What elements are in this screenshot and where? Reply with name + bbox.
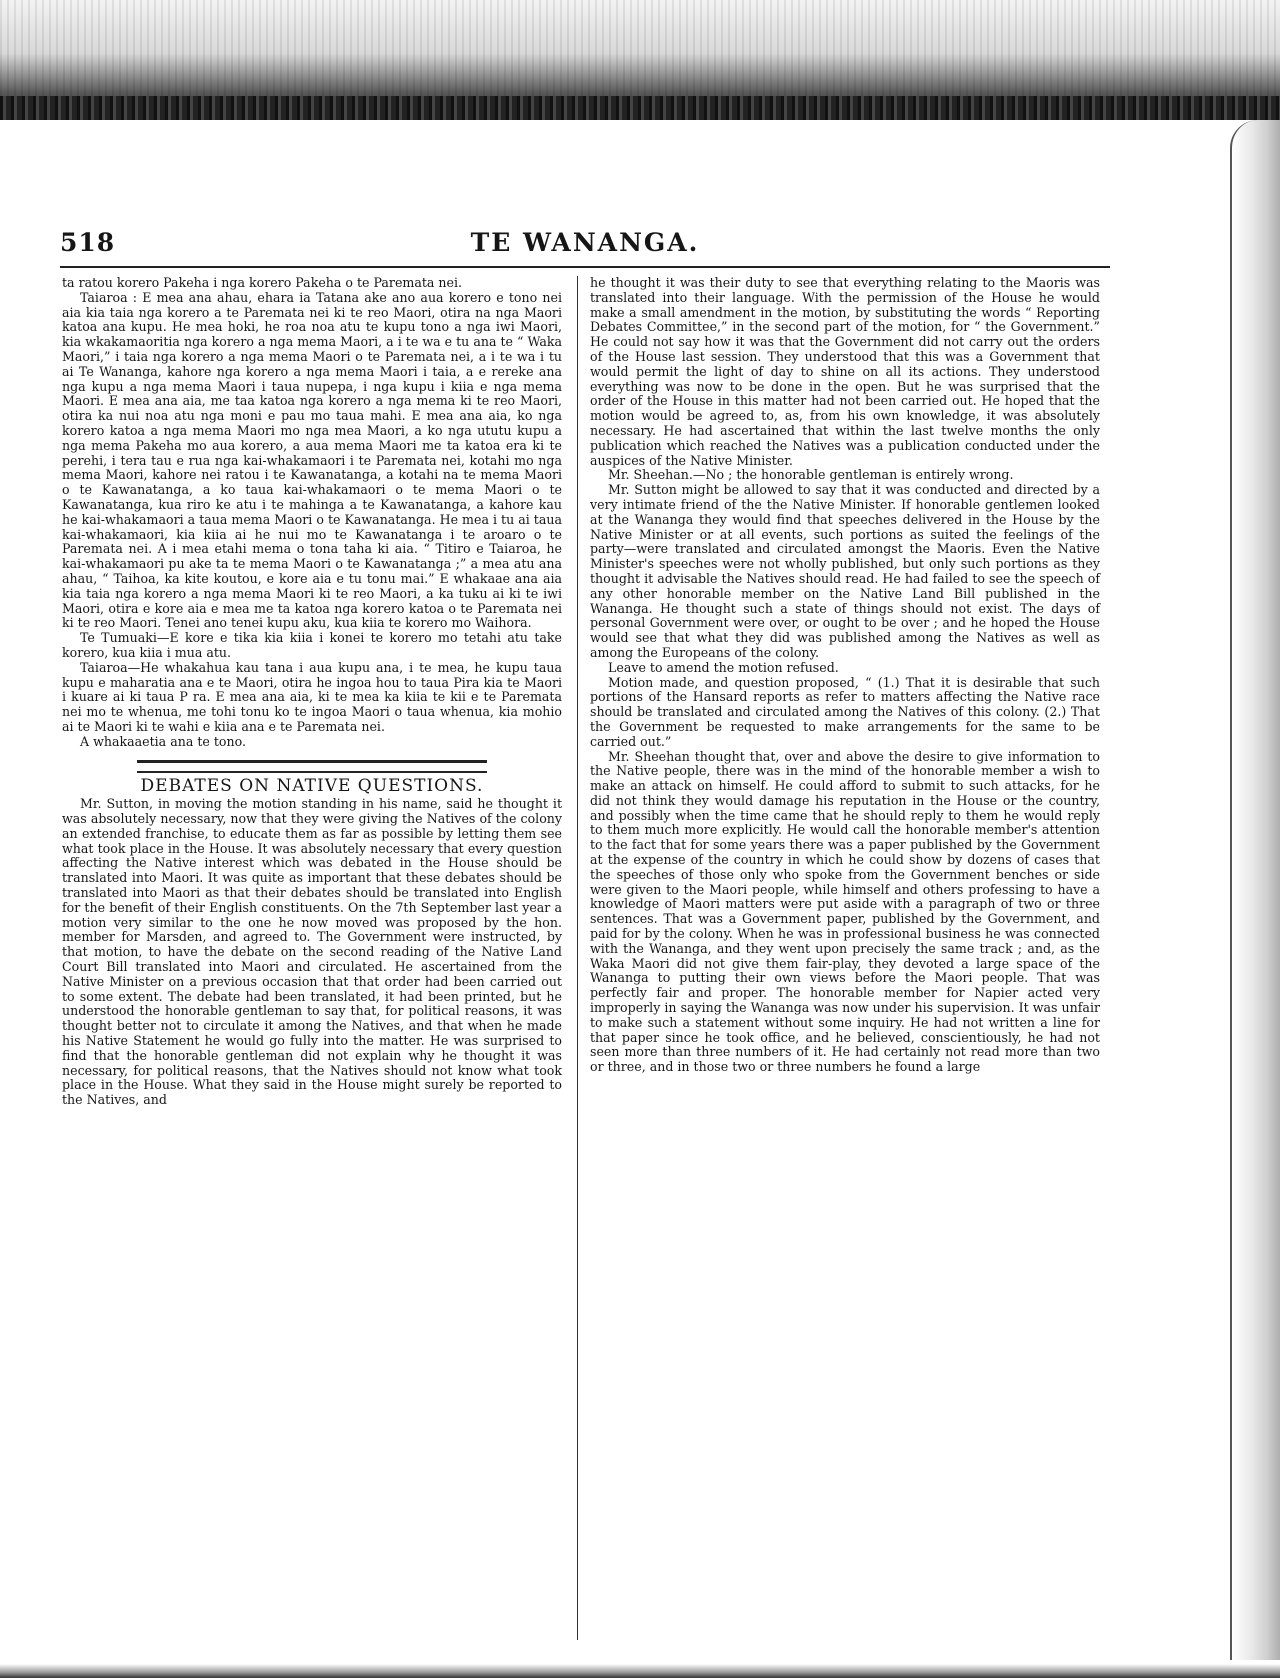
paragraph: Mr. Sheehan.—No ; the honorable gentleman is entirely wrong. bbox=[608, 467, 1014, 483]
paragraph: Leave to amend the motion refused. bbox=[608, 659, 839, 675]
column-divider bbox=[577, 276, 578, 1640]
running-title: TE WANANGA. bbox=[470, 228, 700, 257]
scan-torn-edge bbox=[0, 96, 1280, 120]
section-divider bbox=[137, 760, 487, 773]
paragraph: Motion made, and question proposed, “ (1.) That it is desirable that such portions of the Hansard reports as refer to matters affecting the Native race should be translated and circulated among the Natives of this colony. (2.) That the Government be requested to make arrangements for the same to be carried out.” bbox=[590, 674, 1100, 749]
paragraph: Mr. Sheehan thought that, over and above the desire to give information to the Native people, there was in the mind of the honorable member a wish to make an attack on himself. He could afford to submit to such attacks, for he did not think they would damage his reputation in the House or the country, and possibly when the time came that he should reply to them he would reply to them much more explicitly. He would call the honorable member's attention to the fact that for some years there was a paper published by the Government at the expense of the country in which he could show by dozens of cases that the speeches of those only who spoke from the Government benches or side were given to the Maori people, while himself and others professing to have a knowledge of Maori matters were put aside with a paragraph of two or three sentences. That was a Government paper, published by the Government, and paid for by the colony. When he was in professional business he was connected with the Wananga, and they went upon precisely the same track ; and, as the Waka Maori did not give them fair-play, they devoted a large space of the Wananga to putting their own views before the Maori people. That was perfectly fair and proper. The honorable member for Napier acted very improperly in saying the Wananga was now under his supervision. It was unfair to make such a statement without some inquiry. He had not written a line for that paper since he took office, and he believed, conscientiously, he had not seen more than three numbers of it. He had certainly not read more than two or three, and in those two or three numbers he found a large bbox=[590, 748, 1100, 1075]
paragraph: ta ratou korero Pakeha i nga korero Pakeha o te Paremata nei. bbox=[62, 275, 463, 290]
paragraph: Te Tumuaki—E kore e tika kia kiia i konei te korero mo tetahi atu take korero, kua kiia i mua atu. bbox=[62, 630, 562, 660]
paragraph: Taiaroa—He whakahua kau tana i aua kupu ana, i te mea, he kupu taua kupu e maharatia ana e te Maori, otira he ingoa hou to taua Pira kia te Maori i kuare ai ki taua P ra. E mea ana aia, ki te mea ka kiia te kii e te Paremata nei mo te whenua, me tohi tonu ko te ingoa Maori o taua whenua, kia mohio ai te Maori ki te wahi e kiia ana e te Paremata nei. bbox=[62, 659, 562, 734]
right-column bbox=[590, 276, 1100, 1075]
section-title: DEBATES ON NATIVE QUESTIONS. bbox=[140, 775, 484, 796]
paragraph: Taiaroa : E mea ana ahau, ehara ia Tatana ake ano aua korero e tono nei aia kia taia nga korero a te Paremata nei ki te reo Maori, otira na nga Maori katoa ana kupu. He mea hoki, he roa noa atu te kupu tono a nga iwi Maori, kia wkakamaoritia nga korero a nga mema Maori, a i te wa e tu ana te “ Waka Maori,” i taia nga korero a nga mema Maori o te Paremata nei, a i te wa i tu ai Te Wananga, kahore nga korero a nga mema Maori i taia, a e rereke ana nga kupu a nga mema Maori i taua nupepa, i nga kupu i kiia e nga mema Maori. E mea ana aia, me taa katoa nga korero a nga mema ki te reo Maori, otira ka nui noa atu nga moni e pau mo taua mahi. E mea ana aia, ko nga korero katoa a nga mema Maori mo nga mea Maori, a ko nga ututu kupu a nga mema Pakeha mo aua korero, a aua mema Maori me ta katoa era ki te perehi, i tera tau e rua nga kai-whakamaori i te Paremata nei, kotahi mo nga mema Maori, kahore nei ratou i te Kawanatanga, a kotahi na te mema Maori o te Kawanatanga, a ko taua kai-whakamaori o te mema Maori o te Kawanatanga, kua riro ke atu i te mahinga a te Kawanatanga, a kahore kau he kai-whakamaori a taua mema Maori o te Kawanatanga. He mea i tu ai taua kai-whakamaori, kia kiia ai he nui mo te Kawanatanga i te aroaro o te Paremata nei. A i mea etahi mema o tona taha ki aia. “ Titiro e Taiaroa, he kai-whakamaori pu ake ta te mema Maori o te Kawanatanga ;” a mea atu ana ahau, “ Taihoa, ka kite koutou, e kore aia e tu tonu mai.” E whakaae ana aia kia taia nga korero a nga mema Maori ki te reo Maori, a ka tuku ai ki te iwi Maori, otira e kore aia e mea me ta katoa nga korero katoa o te Paremata nei ki te reo Maori. Tenei ano tenei kupu aku, kua kiia te korero mo Waihora. bbox=[62, 289, 562, 631]
paragraph: Mr. Sutton might be allowed to say that it was conducted and directed by a very intimate friend of the the Native Minister. If honorable gentlemen looked at the Wananga they would find that speeches delivered in the House by the Native Minister or at all events, such portions as suited the feelings of the party—were translated and circulated amongst the Maoris. Even the Native Minister's speeches were not wholly published, but only such portions as they thought it advisable the Natives should read. He had failed to see the speech of any other honorable member on the Native Land Bill published in the Wananga. He thought such a state of things should not exist. The days of personal Government were over, or ought to be over ; and he hoped the House would see that what they did was published among the Natives as well as among the Europeans of the colony. bbox=[590, 482, 1100, 660]
left-column bbox=[62, 276, 562, 1108]
header-rule bbox=[60, 266, 1110, 268]
paragraph: he thought it was their duty to see that everything relating to the Maoris was translated into their language. With the permission of the House he would make a small amendment in the motion, by substituting the words “ Reporting Debates Committee,” in the second part of the motion, for “ the Government.” He could not say how it was that the Government did not carry out the orders of the House last session. They understood that this was a Government that would permit the light of day to shine on all its actions. They understood everything was now to be done in the open. But he was surprised that the order of the House in this matter had not been carried out. He hoped that the motion would be agreed to, as, from his own knowledge, it was absolutely necessary. He had ascertained that within the last twelve months the only publication which reached the Natives was a publication conducted under the auspices of the Native Minister. bbox=[590, 275, 1100, 468]
page-curl-shadow bbox=[1230, 120, 1280, 1660]
paragraph: Mr. Sutton, in moving the motion standing in his name, said he thought it was absolutely necessary, now that they were giving the Natives of the colony an extended franchise, to educate them as far as possible by letting them see what took place in the House. It was absolutely necessary that every question affecting the Native interest which was debated in the House should be translated into Maori. It was quite as important that these debates should be translated into Maori as that their debates should be translated into English for the benefit of their English constituents. On the 7th September last year a motion very similar to the one he now moved was proposed by the hon. member for Marsden, and agreed to. The Government were instructed, by that motion, to have the debate on the second reading of the Native Land Court Bill translated into Maori and circulated. He ascertained from the Native Minister on a previous occasion that that order had been carried out to some extent. The debate had been translated, it had been printed, but he understood the honorable gentleman to say that, for political reasons, it was thought better not to circulate it among the Natives, and that when he made his Native Statement he would go fully into the matter. He was surprised to find that the honorable gentleman did not explain why he thought it was necessary, for political reasons, that the Natives should not know what took place in the House. What they said in the House might surely be reported to the Natives, and bbox=[62, 796, 562, 1108]
page-header bbox=[60, 228, 1110, 262]
scan-bottom-edge bbox=[0, 1664, 1280, 1678]
paragraph: A whakaaetia ana te tono. bbox=[80, 733, 246, 749]
page-number: 518 bbox=[60, 228, 116, 257]
